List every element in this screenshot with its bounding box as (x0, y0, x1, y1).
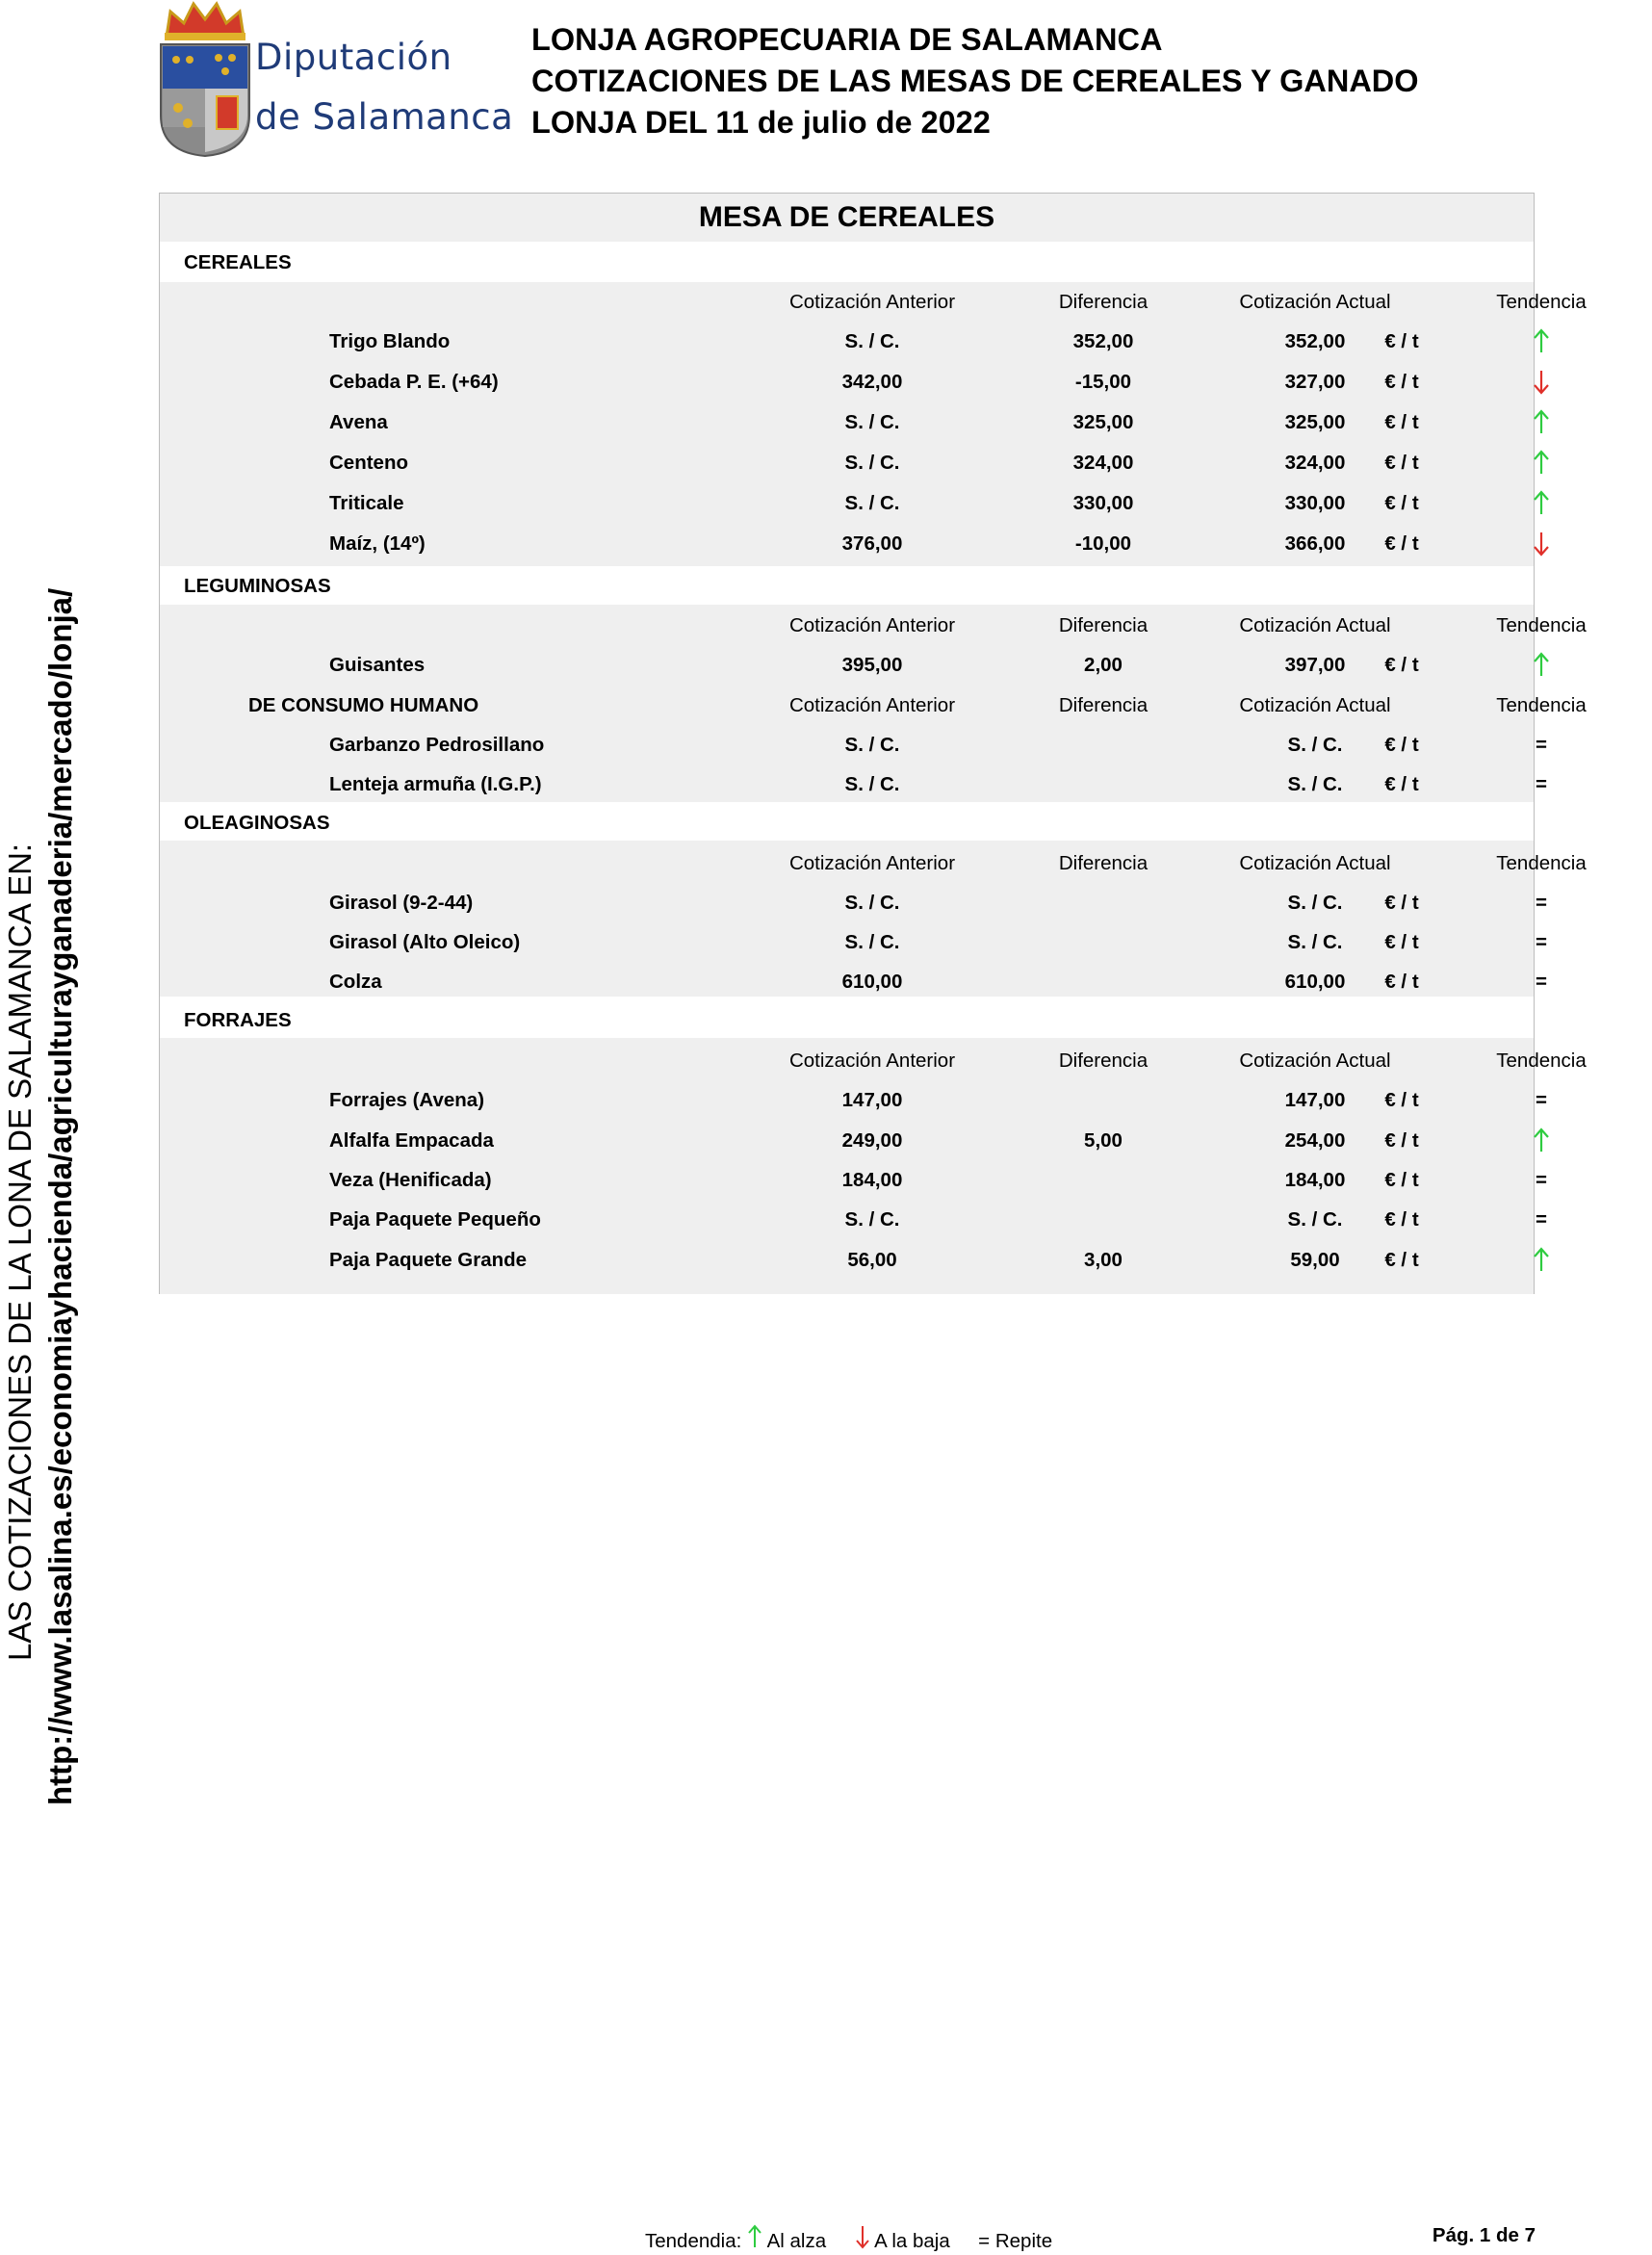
arrow-up-icon (1431, 652, 1652, 685)
trend-equal: = (1536, 773, 1547, 795)
price-diff: 352,00 (1072, 330, 1134, 352)
current-price: 366,00 (1284, 532, 1346, 555)
current-price: 330,00 (1284, 492, 1346, 514)
product-name: Alfalfa Empacada (329, 1129, 494, 1152)
logo-text-salamanca: de Salamanca (255, 96, 514, 138)
price-unit: € / t (1384, 1089, 1419, 1111)
trend-equal: = (1536, 1208, 1547, 1231)
col-header-diff: Diferencia (1058, 852, 1149, 874)
section-cereales: CEREALES (184, 251, 292, 273)
header-line-2: COTIZACIONES DE LAS MESAS DE CEREALES Y GANADO (531, 64, 1419, 98)
product-name: Triticale (329, 492, 404, 514)
prev-price: S. / C. (844, 892, 900, 914)
table-row (160, 532, 1534, 559)
col-header-diff: Diferencia (1058, 694, 1149, 716)
prev-price: S. / C. (844, 734, 900, 756)
col-header-act: Cotización Actual (1239, 852, 1391, 874)
price-unit: € / t (1384, 532, 1419, 555)
current-price: 184,00 (1284, 1169, 1346, 1191)
col-header-prev: Cotización Anterior (788, 291, 956, 313)
subsection-consumo-humano: DE CONSUMO HUMANO (248, 694, 479, 716)
price-unit: € / t (1384, 371, 1419, 393)
prev-price: 376,00 (841, 532, 903, 555)
col-header-tend: Tendencia (1496, 694, 1587, 716)
side-note-text: LAS COTIZACIONES DE LA LONA DE SALAMANCA EN: (2, 842, 38, 1661)
product-name: Garbanzo Pedrosillano (329, 734, 545, 756)
price-diff: 324,00 (1072, 452, 1134, 474)
col-header-tend: Tendencia (1496, 614, 1587, 636)
current-price: S. / C. (1287, 773, 1343, 795)
prev-price: 147,00 (841, 1089, 903, 1111)
current-price: 59,00 (1290, 1249, 1340, 1271)
arrow-up-icon (747, 2224, 762, 2247)
arrow-up-icon (1431, 328, 1652, 361)
logo-text-diputacion: Diputación (255, 37, 452, 78)
table-row (160, 892, 1547, 919)
arrow-up-icon (1431, 1128, 1652, 1160)
price-unit: € / t (1384, 452, 1419, 474)
prev-price: 395,00 (841, 654, 903, 676)
table-row (160, 1249, 1534, 1276)
price-diff: -15,00 (1074, 371, 1132, 393)
price-unit: € / t (1384, 492, 1419, 514)
table-row (160, 931, 1547, 958)
table-row (160, 492, 1534, 519)
current-price: 397,00 (1284, 654, 1346, 676)
price-unit: € / t (1384, 931, 1419, 953)
price-unit: € / t (1384, 971, 1419, 993)
page-number: Pág. 1 de 7 (1432, 2224, 1536, 2246)
current-price: S. / C. (1287, 931, 1343, 953)
product-name: Cebada P. E. (+64) (329, 371, 499, 393)
legend-equal-label: = Repite (978, 2230, 1053, 2252)
trend-equal: = (1536, 971, 1547, 993)
product-name: Girasol (9-2-44) (329, 892, 474, 914)
arrow-down-icon (1431, 369, 1652, 402)
price-diff: 325,00 (1072, 411, 1134, 433)
prev-price: S. / C. (844, 931, 900, 953)
table-row (160, 452, 1534, 479)
current-price: 325,00 (1284, 411, 1346, 433)
table-row (160, 734, 1547, 761)
arrow-down-icon (855, 2224, 870, 2247)
table-row (160, 1089, 1547, 1116)
legend-label: Tendendia: (645, 2230, 742, 2252)
table-row (160, 330, 1534, 357)
table-row (160, 1169, 1547, 1196)
col-header-tend: Tendencia (1496, 1050, 1587, 1072)
current-price: S. / C. (1287, 734, 1343, 756)
product-name: Maíz, (14º) (329, 532, 426, 555)
prev-price: S. / C. (844, 773, 900, 795)
col-header-tend: Tendencia (1496, 291, 1587, 313)
trend-legend (645, 2224, 1052, 2253)
table-row (160, 1129, 1534, 1156)
table-row (160, 971, 1547, 998)
product-name: Girasol (Alto Oleico) (329, 931, 521, 953)
col-header-act: Cotización Actual (1239, 694, 1391, 716)
price-unit: € / t (1384, 411, 1419, 433)
current-price: 352,00 (1284, 330, 1346, 352)
product-name: Paja Paquete Pequeño (329, 1208, 541, 1231)
prev-price: S. / C. (844, 330, 900, 352)
arrow-down-icon (1431, 531, 1652, 563)
product-name: Veza (Henificada) (329, 1169, 492, 1191)
product-name: Lenteja armuña (I.G.P.) (329, 773, 542, 795)
panel-title: MESA DE CEREALES (698, 201, 995, 233)
legend-up-label: Al alza (766, 2230, 827, 2252)
col-header-prev: Cotización Anterior (788, 852, 956, 874)
arrow-up-icon (1431, 490, 1652, 523)
product-name: Avena (329, 411, 388, 433)
col-header-tend: Tendencia (1496, 852, 1587, 874)
prev-price: 184,00 (841, 1169, 903, 1191)
prev-price: 610,00 (841, 971, 903, 993)
arrow-up-icon (1431, 409, 1652, 442)
col-header-act: Cotización Actual (1239, 614, 1391, 636)
side-note (0, 496, 87, 1805)
product-name: Trigo Blando (329, 330, 451, 352)
table-row (160, 411, 1534, 438)
col-header-prev: Cotización Anterior (788, 1050, 956, 1072)
prev-price: S. / C. (844, 1208, 900, 1231)
page-header (531, 19, 1419, 143)
section-forrajes: FORRAJES (184, 1009, 292, 1031)
price-unit: € / t (1384, 1129, 1419, 1152)
price-unit: € / t (1384, 892, 1419, 914)
col-header-diff: Diferencia (1058, 1050, 1149, 1072)
col-header-act: Cotización Actual (1239, 1050, 1391, 1072)
header-line-1: LONJA AGROPECUARIA DE SALAMANCA (531, 22, 1163, 57)
price-diff: 5,00 (1084, 1129, 1123, 1152)
arrow-up-icon (1431, 450, 1652, 482)
product-name: Centeno (329, 452, 408, 474)
current-price: 324,00 (1284, 452, 1346, 474)
current-price: 147,00 (1284, 1089, 1346, 1111)
prev-price: 56,00 (847, 1249, 897, 1271)
price-unit: € / t (1384, 330, 1419, 352)
current-price: 327,00 (1284, 371, 1346, 393)
section-oleaginosas: OLEAGINOSAS (184, 812, 330, 834)
current-price: 610,00 (1284, 971, 1346, 993)
price-unit: € / t (1384, 1169, 1419, 1191)
prev-price: S. / C. (844, 411, 900, 433)
price-unit: € / t (1384, 1249, 1419, 1271)
trend-equal: = (1536, 892, 1547, 914)
price-diff: -10,00 (1074, 532, 1132, 555)
current-price: 254,00 (1284, 1129, 1346, 1152)
col-header-diff: Diferencia (1058, 291, 1149, 313)
col-header-diff: Diferencia (1058, 614, 1149, 636)
price-diff: 330,00 (1072, 492, 1134, 514)
table-row (160, 773, 1547, 800)
product-name: Forrajes (Avena) (329, 1089, 485, 1111)
mesa-cereales-panel (159, 193, 1587, 1294)
coat-of-arms-icon (157, 0, 253, 159)
price-diff: 3,00 (1084, 1249, 1123, 1271)
price-unit: € / t (1384, 1208, 1419, 1231)
arrow-up-icon (1431, 1247, 1652, 1280)
table-row (160, 654, 1534, 681)
col-header-prev: Cotización Anterior (788, 694, 956, 716)
header-line-3: LONJA DEL 11 de julio de 2022 (531, 105, 991, 140)
trend-equal: = (1536, 1089, 1547, 1111)
trend-equal: = (1536, 931, 1547, 953)
legend-down-label: A la baja (874, 2230, 950, 2252)
prev-price: S. / C. (844, 452, 900, 474)
price-unit: € / t (1384, 654, 1419, 676)
prev-price: S. / C. (844, 492, 900, 514)
prev-price: 342,00 (841, 371, 903, 393)
price-diff: 2,00 (1084, 654, 1123, 676)
product-name: Guisantes (329, 654, 426, 676)
table-row (160, 371, 1534, 398)
side-note-url[interactable]: http://www.lasalina.es/economiayhacienda/agriculturayganaderia/mercado/lonja/ (42, 587, 78, 1805)
price-unit: € / t (1384, 773, 1419, 795)
product-name: Colza (329, 971, 382, 993)
table-row (160, 1208, 1547, 1235)
section-leguminosas: LEGUMINOSAS (184, 575, 331, 597)
current-price: S. / C. (1287, 1208, 1343, 1231)
prev-price: 249,00 (841, 1129, 903, 1152)
price-unit: € / t (1384, 734, 1419, 756)
trend-equal: = (1536, 734, 1547, 756)
current-price: S. / C. (1287, 892, 1343, 914)
product-name: Paja Paquete Grande (329, 1249, 528, 1271)
col-header-act: Cotización Actual (1239, 291, 1391, 313)
col-header-prev: Cotización Anterior (788, 614, 956, 636)
trend-equal: = (1536, 1169, 1547, 1191)
